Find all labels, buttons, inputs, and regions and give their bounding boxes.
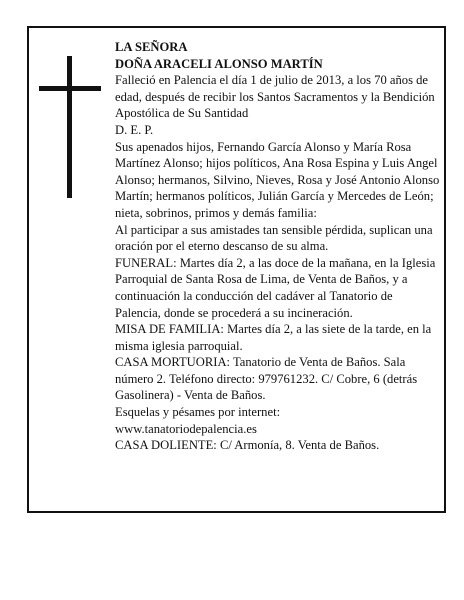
death-details: Falleció en Palencia el día 1 de julio de 2013, a los 70 años de edad, después de recibir los Santos Sacramentos y la Bendición Apostólica de Su Santidad: [115, 73, 435, 121]
mortuary-info: CASA MORTUORIA: Tanatorio de Venta de Baños. Sala número 2. Teléfono directo: 979761232. C/ Cobre, 6 (detrás Gasolinera) - Venta de Baños.: [115, 355, 418, 403]
rip-text: D. E. P.: [115, 122, 154, 137]
cross-icon: [39, 56, 101, 198]
heading-title: LA SEÑORA: [115, 40, 188, 54]
family-list: Sus apenados hijos, Fernando García Alonso y María Rosa Martínez Alonso; hijos políticos, Ana Rosa Espina y Luis Angel Alonso; hermanos, Silvino, Nieves, Rosa y José Antonio Alonso Martín; hermanos políticos, Julián García y Mercedes de León; nieta, sobrinos, primos y demás familia:: [115, 139, 440, 220]
cross-horizontal-bar: [39, 86, 101, 91]
obituary-text: [115, 39, 441, 454]
prayer-request: Al participar a sus amistades tan sensible pérdida, suplican una oración por el eterno descanso de su alma.: [115, 222, 433, 254]
obituary-notice: [27, 26, 446, 513]
home-address: CASA DOLIENTE: C/ Armonía, 8. Venta de Baños.: [115, 438, 380, 453]
internet-url: www.tanatoriodepalencia.es: [115, 421, 257, 436]
internet-label: Esquelas y pésames por internet:: [115, 405, 281, 420]
deceased-name: DOÑA ARACELI ALONSO MARTÍN: [115, 56, 323, 71]
funeral-info: FUNERAL: Martes día 2, a las doce de la mañana, en la Iglesia Parroquial de Santa Rosa de Lima, de Venta de Baños, y a continuación la conducción del cadáver al Tanatorio de Palencia, donde se procederá a su incineración.: [115, 255, 436, 320]
mass-info: MISA DE FAMILIA: Martes día 2, a las siete de la tarde, en la misma iglesia parroquial.: [115, 322, 432, 353]
cross-vertical-bar: [67, 56, 72, 198]
